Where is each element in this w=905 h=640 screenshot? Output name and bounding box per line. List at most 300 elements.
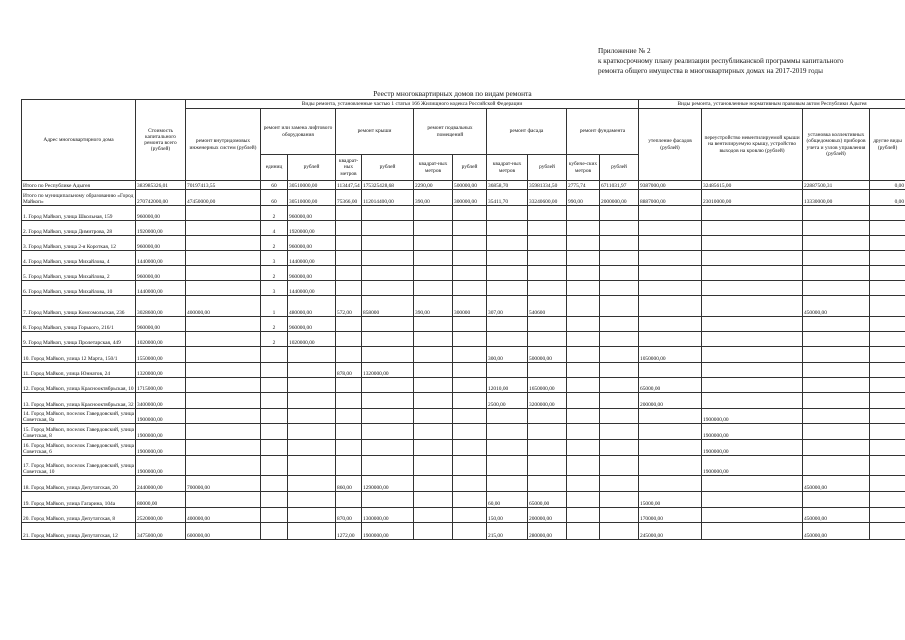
cell-foundation-rub (600, 456, 639, 476)
cell-foundation-rub (600, 363, 639, 378)
cell-roof-rub: 175325428,68 (362, 181, 414, 190)
cell-total: 1900000,00 (136, 456, 186, 476)
cell-meters (803, 424, 870, 440)
cell-address: 5. Город Майкоп, улица Михайлова, 2 (22, 266, 136, 281)
cell-foundation-rub (600, 440, 639, 456)
cell-basement-rub: 500000,00 (453, 181, 487, 190)
cell-engineering (186, 221, 261, 236)
cell-foundation-rub (600, 523, 639, 540)
cell-engineering (186, 440, 261, 456)
cell-elevator-rub (288, 378, 336, 393)
cell-elevator-rub (288, 347, 336, 363)
cell-roof-sqm (336, 332, 362, 347)
cell-engineering (186, 266, 261, 281)
cell-engineering (186, 332, 261, 347)
cell-engineering (186, 456, 261, 476)
cell-elevator-rub: 1020000,00 (288, 332, 336, 347)
cell-elevator-rub: 960000,00 (288, 317, 336, 332)
cell-total: 3400000,00 (136, 393, 186, 409)
cell-engineering: 600000,00 (186, 523, 261, 540)
cell-foundation-cubic: 990,00 (567, 190, 600, 206)
cell-basement-rub (453, 523, 487, 540)
cell-meters: 450000,00 (803, 508, 870, 523)
cell-total: 1440000,00 (136, 281, 186, 296)
cell-elevator-rub: 960000,00 (288, 266, 336, 281)
cell-basement-rub (453, 409, 487, 424)
table-row (22, 236, 905, 251)
cell-foundation-rub (600, 492, 639, 508)
cell-foundation-cubic (567, 266, 600, 281)
cell-basement-sqm (414, 378, 453, 393)
group-regional: Виды ремонта, установленные нормативным правовым актом Республики Адыгея (639, 100, 905, 109)
cell-foundation-cubic (567, 296, 600, 317)
cell-roof-sqm (336, 281, 362, 296)
cell-elevator-rub (288, 363, 336, 378)
col-pitched-roof: переустройство невентилируемой крыши на вентилируемую крышу, устройство выходов на кровлю (рублей) (702, 109, 803, 181)
cell-other (870, 236, 905, 251)
cell-facade-sqm (487, 266, 528, 281)
sub-cubic: кубиче-ских метров (567, 155, 600, 181)
cell-basement-sqm (414, 476, 453, 492)
cell-pitched-roof (702, 347, 803, 363)
cell-roof-rub (362, 409, 414, 424)
cell-insulation (639, 332, 702, 347)
cell-engineering: 400000,00 (186, 508, 261, 523)
cell-insulation: 170000,00 (639, 508, 702, 523)
cell-roof-rub (362, 347, 414, 363)
cell-engineering (186, 393, 261, 409)
cell-other (870, 281, 905, 296)
cell-elevator-rub: 960000,00 (288, 206, 336, 221)
cell-engineering (186, 363, 261, 378)
cell-meters (803, 206, 870, 221)
cell-engineering (186, 317, 261, 332)
cell-foundation-rub (600, 393, 639, 409)
cell-basement-rub (453, 251, 487, 266)
cell-insulation (639, 456, 702, 476)
cell-roof-rub (362, 440, 414, 456)
cell-other (870, 296, 905, 317)
sub-sqm: квадрат-ных метров (414, 155, 453, 181)
cell-foundation-cubic (567, 317, 600, 332)
cell-total: 383985326,01 (136, 181, 186, 190)
cell-insulation: 65000,00 (639, 378, 702, 393)
cell-engineering (186, 236, 261, 251)
cell-total: 960000,00 (136, 236, 186, 251)
sub-sqm: квадрат-ных метров (487, 155, 528, 181)
cell-elevator-units: 2 (261, 266, 288, 281)
register-title: Реестр многоквартирных домов по видам ремонта (373, 89, 532, 98)
cell-roof-rub: 1900000,00 (362, 523, 414, 540)
cell-address: 13. Город Майкоп, улица Краснооктябрьская, 32 (22, 393, 136, 409)
col-other: другие виды (рублей) (870, 109, 905, 181)
cell-basement-sqm (414, 393, 453, 409)
cell-basement-rub (453, 332, 487, 347)
cell-total: 1550000,00 (136, 347, 186, 363)
cell-address: 17. Город Майкоп, поселок Гавердовский, улица Советская, 10 (22, 456, 136, 476)
cell-basement-rub (453, 440, 487, 456)
cell-insulation (639, 424, 702, 440)
cell-roof-rub (362, 251, 414, 266)
cell-facade-rub (528, 236, 567, 251)
cell-meters (803, 363, 870, 378)
table-row (22, 409, 905, 424)
cell-address: 9. Город Майкоп, улица Пролетарская, 449 (22, 332, 136, 347)
cell-other (870, 456, 905, 476)
cell-insulation (639, 440, 702, 456)
cell-basement-sqm (414, 332, 453, 347)
appendix-line-1: Приложение № 2 (598, 47, 651, 55)
cell-engineering (186, 251, 261, 266)
cell-address: 7. Город Майкоп, улица Комсомольская, 236 (22, 296, 136, 317)
register-body (22, 181, 905, 540)
table-row (22, 523, 905, 540)
cell-other (870, 393, 905, 409)
cell-address: Итого по Республике Адыгея (22, 181, 136, 190)
cell-basement-sqm (414, 236, 453, 251)
cell-address: 19. Город Майкоп, улица Гагарина, 104а (22, 492, 136, 508)
cell-facade-rub: 33240600,00 (528, 190, 567, 206)
cell-foundation-cubic (567, 281, 600, 296)
cell-elevator-units: 2 (261, 206, 288, 221)
cell-other (870, 206, 905, 221)
cell-insulation: 15000,00 (639, 492, 702, 508)
cell-facade-rub (528, 456, 567, 476)
cell-total: 1920000,00 (136, 221, 186, 236)
cell-foundation-cubic (567, 363, 600, 378)
cell-address: 20. Город Майкоп, улица Депутатская, 8 (22, 508, 136, 523)
cell-facade-sqm (487, 221, 528, 236)
cell-roof-sqm (336, 347, 362, 363)
cell-other (870, 347, 905, 363)
cell-basement-sqm (414, 508, 453, 523)
cell-basement-sqm (414, 281, 453, 296)
sub-rub: рублей (600, 155, 639, 181)
table-row (22, 363, 905, 378)
cell-pitched-roof: 32485615,00 (702, 181, 803, 190)
cell-roof-rub: 858000 (362, 296, 414, 317)
cell-foundation-rub (600, 347, 639, 363)
cell-roof-sqm: 878,00 (336, 363, 362, 378)
cell-roof-rub (362, 236, 414, 251)
cell-meters (803, 440, 870, 456)
cell-pitched-roof: 1900000,00 (702, 456, 803, 476)
cell-pitched-roof: 1900000,00 (702, 424, 803, 440)
cell-foundation-cubic (567, 492, 600, 508)
cell-pitched-roof (702, 332, 803, 347)
cell-meters (803, 332, 870, 347)
cell-meters (803, 221, 870, 236)
cell-basement-sqm (414, 266, 453, 281)
cell-elevator-units (261, 363, 288, 378)
cell-pitched-roof (702, 492, 803, 508)
cell-facade-sqm (487, 424, 528, 440)
cell-meters: 13330000,00 (803, 190, 870, 206)
table-row (22, 206, 905, 221)
cell-elevator-rub: 1440000,00 (288, 281, 336, 296)
cell-elevator-units: 3 (261, 281, 288, 296)
cell-facade-rub (528, 424, 567, 440)
appendix-line-3: ремонта общего имущества в многоквартирных домах на 2017-2019 годы (598, 67, 823, 75)
cell-pitched-roof: 1900000,00 (702, 440, 803, 456)
table-row (22, 440, 905, 456)
cell-elevator-rub (288, 523, 336, 540)
table-row (22, 332, 905, 347)
cell-foundation-cubic (567, 221, 600, 236)
cell-elevator-units: 2 (261, 317, 288, 332)
cell-basement-rub: 300000,00 (453, 190, 487, 206)
cell-address: 2. Город Майкоп, улица Димитрова, 28 (22, 221, 136, 236)
register-table (21, 99, 905, 540)
cell-elevator-units (261, 409, 288, 424)
cell-foundation-rub (600, 296, 639, 317)
col-insulation: утепление фасадов (рублей) (639, 109, 702, 181)
cell-meters (803, 492, 870, 508)
cell-elevator-units (261, 476, 288, 492)
cell-facade-sqm: 300,00 (487, 347, 528, 363)
cell-facade-rub: 3200000,00 (528, 393, 567, 409)
cell-other (870, 440, 905, 456)
cell-facade-sqm: 150,00 (487, 508, 528, 523)
cell-elevator-units (261, 440, 288, 456)
appendix-note (598, 46, 843, 76)
cell-address: 10. Город Майкоп, улица 12 Марта, 150/1 (22, 347, 136, 363)
cell-address: 12. Город Майкоп, улица Краснооктябрьская, 10 (22, 378, 136, 393)
cell-facade-sqm: 307,00 (487, 296, 528, 317)
table-row (22, 424, 905, 440)
cell-total: 960000,00 (136, 206, 186, 221)
cell-total: 3475000,00 (136, 523, 186, 540)
cell-roof-rub (362, 206, 414, 221)
cell-address: 18. Город Майкоп, улица Депутатская, 20 (22, 476, 136, 492)
cell-foundation-cubic (567, 456, 600, 476)
cell-roof-sqm (336, 236, 362, 251)
cell-address: 8. Город Майкоп, улица Горького, 216/1 (22, 317, 136, 332)
cell-other (870, 424, 905, 440)
cell-basement-rub (453, 281, 487, 296)
cell-insulation (639, 409, 702, 424)
cell-facade-rub (528, 332, 567, 347)
cell-total: 1715000,00 (136, 378, 186, 393)
cell-foundation-rub (600, 236, 639, 251)
cell-roof-sqm (336, 206, 362, 221)
cell-foundation-rub (600, 206, 639, 221)
cell-basement-sqm (414, 363, 453, 378)
col-total-cost: Стоимость капитального ремонта всего (рублей) (136, 100, 186, 181)
cell-elevator-rub (288, 508, 336, 523)
cell-foundation-cubic: 2775,74 (567, 181, 600, 190)
cell-foundation-cubic (567, 206, 600, 221)
cell-pitched-roof: 23010000,00 (702, 190, 803, 206)
col-meters: установка коллективных (общедомовых) приборов учета и узлов управления (рублей) (803, 109, 870, 181)
cell-total: 960000,00 (136, 266, 186, 281)
cell-facade-sqm (487, 281, 528, 296)
cell-other (870, 476, 905, 492)
cell-basement-rub (453, 266, 487, 281)
cell-foundation-cubic (567, 332, 600, 347)
cell-address: 4. Город Майкоп, улица Михайлова, 4 (22, 251, 136, 266)
cell-basement-sqm (414, 251, 453, 266)
cell-roof-sqm (336, 440, 362, 456)
cell-total: 1320000,00 (136, 363, 186, 378)
cell-facade-rub: 540600 (528, 296, 567, 317)
cell-basement-rub (453, 206, 487, 221)
cell-insulation (639, 363, 702, 378)
cell-other: 0,00 (870, 190, 905, 206)
table-row (22, 456, 905, 476)
cell-total: 960000,00 (136, 317, 186, 332)
cell-other (870, 409, 905, 424)
col-address: Адрес многоквартирного дома (22, 100, 136, 181)
cell-insulation: 245000,00 (639, 523, 702, 540)
cell-basement-sqm (414, 492, 453, 508)
cell-roof-sqm (336, 378, 362, 393)
cell-roof-rub (362, 281, 414, 296)
cell-basement-sqm (414, 221, 453, 236)
cell-roof-sqm (336, 317, 362, 332)
cell-elevator-units (261, 378, 288, 393)
cell-facade-rub: 65000,00 (528, 492, 567, 508)
cell-roof-sqm: 870,00 (336, 508, 362, 523)
cell-elevator-rub (288, 393, 336, 409)
cell-basement-rub (453, 363, 487, 378)
cell-address: 15. Город Майкоп, поселок Гавердовский, улица Советская, 8 (22, 424, 136, 440)
cell-elevator-units: 3 (261, 251, 288, 266)
cell-elevator-units: 4 (261, 221, 288, 236)
table-row (22, 347, 905, 363)
cell-elevator-units (261, 492, 288, 508)
cell-facade-sqm (487, 363, 528, 378)
cell-basement-sqm (414, 456, 453, 476)
appendix-line-2: к краткосрочному плану реализации республиканской программы капитального (598, 57, 844, 65)
cell-facade-sqm (487, 317, 528, 332)
cell-foundation-rub (600, 266, 639, 281)
cell-insulation (639, 221, 702, 236)
cell-engineering: 700000,00 (186, 476, 261, 492)
cell-roof-sqm (336, 492, 362, 508)
cell-basement-rub (453, 456, 487, 476)
cell-basement-rub (453, 317, 487, 332)
cell-elevator-rub: 480000,00 (288, 296, 336, 317)
cell-roof-rub (362, 378, 414, 393)
table-row (22, 190, 905, 206)
cell-foundation-rub (600, 508, 639, 523)
cell-roof-sqm (336, 266, 362, 281)
cell-roof-rub: 1300000,00 (362, 508, 414, 523)
cell-elevator-units: 2 (261, 236, 288, 251)
cell-elevator-rub: 960000,00 (288, 236, 336, 251)
cell-roof-sqm: 572,00 (336, 296, 362, 317)
cell-engineering (186, 347, 261, 363)
cell-address: 16. Город Майкоп, поселок Гавердовский, улица Советская, 6 (22, 440, 136, 456)
cell-pitched-roof (702, 393, 803, 409)
sub-units: единиц (261, 155, 288, 181)
cell-facade-sqm (487, 332, 528, 347)
cell-engineering: 47450000,00 (186, 190, 261, 206)
cell-insulation (639, 236, 702, 251)
cell-insulation (639, 296, 702, 317)
cell-foundation-rub (600, 424, 639, 440)
cell-facade-rub: 1650000,00 (528, 378, 567, 393)
cell-facade-sqm: 215,00 (487, 523, 528, 540)
cell-foundation-cubic (567, 347, 600, 363)
cell-roof-rub (362, 424, 414, 440)
cell-facade-rub: 200000,00 (528, 508, 567, 523)
cell-pitched-roof (702, 236, 803, 251)
cell-roof-rub: 1290000,00 (362, 476, 414, 492)
cell-foundation-cubic (567, 424, 600, 440)
col-elevator: ремонт или замена лифтового оборудования (261, 109, 336, 155)
cell-basement-rub (453, 476, 487, 492)
cell-facade-rub (528, 281, 567, 296)
cell-total: 1900000,00 (136, 409, 186, 424)
cell-facade-sqm: 12010,00 (487, 378, 528, 393)
cell-facade-rub (528, 221, 567, 236)
cell-elevator-units: 1 (261, 296, 288, 317)
cell-facade-sqm (487, 409, 528, 424)
cell-foundation-cubic (567, 393, 600, 409)
cell-roof-sqm (336, 251, 362, 266)
cell-total: 1900000,00 (136, 440, 186, 456)
cell-foundation-cubic (567, 409, 600, 424)
table-row (22, 378, 905, 393)
cell-other (870, 378, 905, 393)
cell-facade-rub (528, 206, 567, 221)
cell-elevator-rub: 1920000,00 (288, 221, 336, 236)
cell-facade-sqm: 36858,70 (487, 181, 528, 190)
cell-foundation-cubic (567, 251, 600, 266)
cell-foundation-rub (600, 476, 639, 492)
cell-foundation-rub (600, 332, 639, 347)
cell-roof-rub (362, 317, 414, 332)
cell-engineering (186, 206, 261, 221)
cell-meters: 22887500,31 (803, 181, 870, 190)
cell-pitched-roof (702, 221, 803, 236)
cell-facade-sqm (487, 440, 528, 456)
table-row (22, 266, 905, 281)
sub-rub: рублей (288, 155, 336, 181)
col-foundation: ремонт фундамента (567, 109, 639, 155)
cell-pitched-roof (702, 206, 803, 221)
cell-facade-rub: 280000,00 (528, 523, 567, 540)
cell-pitched-roof (702, 317, 803, 332)
col-basement: ремонт подвальных помещений (414, 109, 487, 155)
cell-address: 11. Город Майкоп, улица Юннатов, 24 (22, 363, 136, 378)
cell-engineering: 400000,00 (186, 296, 261, 317)
cell-roof-sqm: 113447,54 (336, 181, 362, 190)
cell-elevator-units: 60 (261, 181, 288, 190)
cell-roof-rub (362, 393, 414, 409)
cell-meters (803, 347, 870, 363)
table-row (22, 508, 905, 523)
cell-elevator-units (261, 347, 288, 363)
cell-pitched-roof (702, 266, 803, 281)
cell-roof-sqm: 75366,00 (336, 190, 362, 206)
cell-facade-rub (528, 266, 567, 281)
col-engineering: ремонт внутридомовых инженерных систем (рублей) (186, 109, 261, 181)
cell-foundation-rub (600, 409, 639, 424)
cell-elevator-rub: 30510000,00 (288, 181, 336, 190)
cell-facade-sqm (487, 251, 528, 266)
table-row (22, 221, 905, 236)
cell-elevator-units (261, 456, 288, 476)
cell-facade-sqm: 35411,70 (487, 190, 528, 206)
cell-basement-sqm (414, 409, 453, 424)
table-row (22, 317, 905, 332)
cell-elevator-units: 60 (261, 190, 288, 206)
cell-facade-rub (528, 317, 567, 332)
cell-facade-rub (528, 476, 567, 492)
